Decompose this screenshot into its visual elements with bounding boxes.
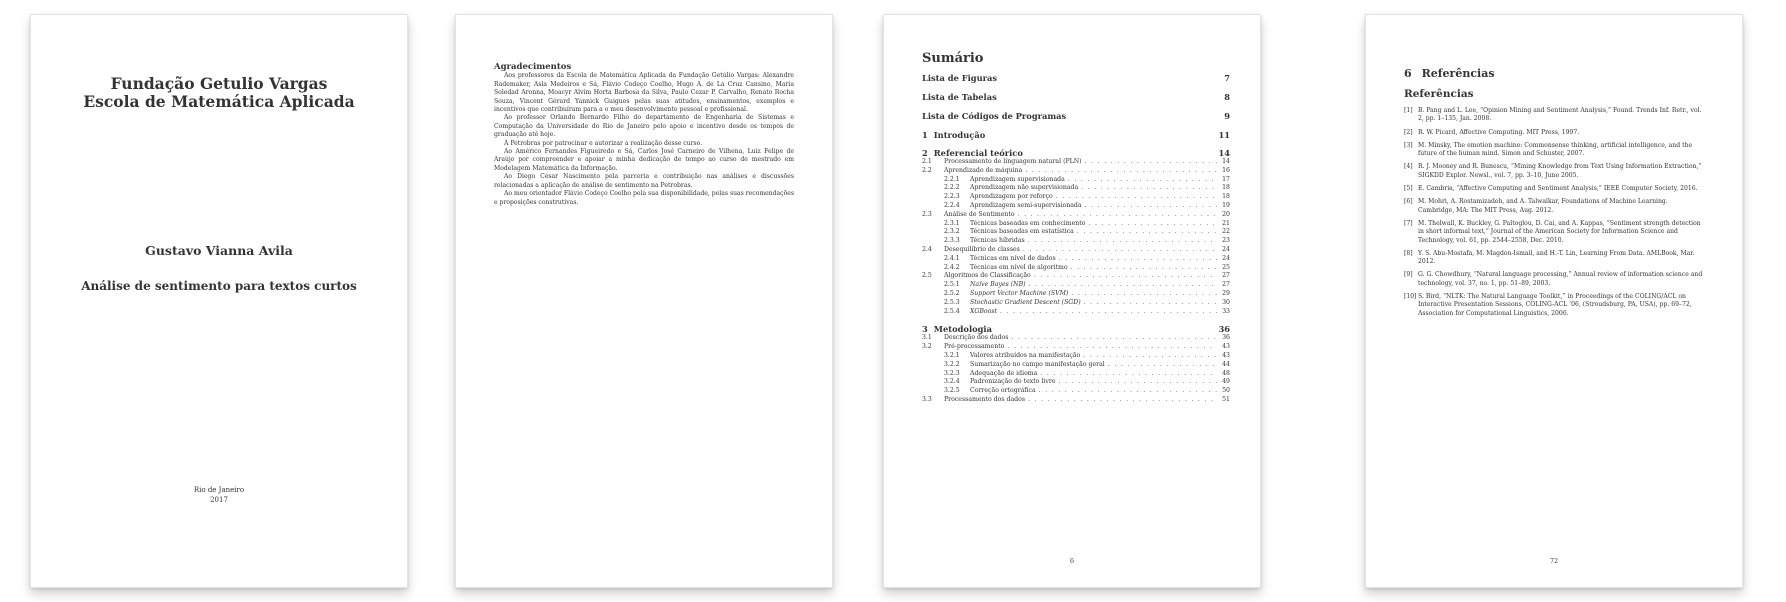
reference-item: [1404, 107, 1704, 124]
toc-entry-page: 9: [1224, 111, 1230, 121]
toc-entry-label: Adequação de idioma: [970, 369, 1038, 377]
toc-leader-dots: [1000, 308, 1217, 317]
toc-entry-page: 43: [1222, 351, 1230, 359]
chapter-title: Referências: [1421, 67, 1495, 80]
reference-number: [4]: [1404, 163, 1413, 171]
reference-text: E. Cambria, “Affective Computing and Sentiment Analysis,” IEEE Computer Society, 2016.: [1418, 185, 1698, 193]
toc-entry-page: 29: [1222, 289, 1230, 297]
toc-heading: Sumário: [922, 51, 984, 66]
toc-leader-dots: [1025, 167, 1217, 176]
toc-entry[interactable]: [922, 343, 1230, 352]
toc-entry-label: Técnicas baseadas em conhecimento: [970, 219, 1086, 227]
toc-entry[interactable]: [922, 396, 1230, 405]
reference-number: [8]: [1404, 249, 1413, 257]
reference-item: [1404, 142, 1704, 159]
toc-entry[interactable]: [922, 272, 1230, 281]
toc-leader-dots: [1039, 387, 1217, 396]
toc-chapter-label: Introdução: [933, 130, 986, 140]
toc-entry-page: 18: [1222, 193, 1230, 201]
toc-entry-number: 2.5.3: [944, 298, 960, 306]
toc-entry-label: XGBoost: [970, 307, 998, 315]
cover-city: Rio de Janeiro: [193, 486, 245, 494]
toc-entry[interactable]: [922, 211, 1230, 220]
ack-paragraph: Ao Américo Fernandes Figueiredo e Sá, Carlos José Carneiro de Vilhena, Luiz Felipe de Araújo por compreender e apoiar a minha dedicação de tempo ao curso de mestrado em Modelagem Matemática da Informação.: [494, 148, 794, 172]
toc-entry-label: Técnicas em nível de algoritmo: [970, 263, 1068, 271]
toc-entry-label: Processamento dos dados: [944, 395, 1026, 403]
toc-entry-page: 18: [1222, 184, 1230, 192]
toc-entry[interactable]: [922, 167, 1230, 176]
toc-chapter-page: 14: [1218, 148, 1230, 158]
reference-text: R. W. Picard, Affective Computing. MIT Press, 1997.: [1418, 128, 1580, 136]
toc-entry[interactable]: [922, 378, 1230, 387]
toc-chapter-row[interactable]: [922, 324, 1230, 334]
toc-entry[interactable]: [922, 299, 1230, 308]
toc-entry-label: Correção ortográfica: [970, 387, 1036, 395]
toc-leader-dots: [1071, 264, 1217, 273]
toc-entry-label: Técnicas baseadas em estatística: [970, 228, 1074, 236]
toc-entry-page: 16: [1222, 166, 1230, 174]
toc-leader-dots: [1089, 220, 1218, 229]
cover-place-date: [31, 485, 407, 505]
toc-entry-page: 48: [1222, 369, 1230, 377]
page-number: 72: [1549, 557, 1559, 565]
toc-leader-dots: [1028, 396, 1217, 405]
toc-entry-label: Aprendizagem não supervisionada: [970, 184, 1079, 192]
toc-entry-page: 27: [1222, 272, 1230, 280]
toc-lead-entry[interactable]: [922, 92, 1230, 102]
toc-entry[interactable]: [922, 246, 1230, 255]
toc-chapter-number: 1: [922, 130, 928, 140]
toc-chapters: [922, 130, 1230, 405]
toc-entry-number: 2.4: [922, 245, 932, 253]
toc-entry[interactable]: [922, 290, 1230, 299]
toc-entry-number: 2.5: [922, 272, 932, 280]
toc-entry-label: Pré-processamento: [944, 343, 1005, 351]
toc-entry-number: 2.5.1: [944, 281, 960, 289]
toc-entry-number: 2.4.2: [944, 263, 960, 271]
references-chapter-heading: [1404, 67, 1704, 80]
toc-entry-page: 7: [1224, 73, 1230, 83]
toc-lead-entry[interactable]: [922, 111, 1230, 121]
reference-number: [6]: [1404, 198, 1413, 206]
toc-entry[interactable]: [922, 255, 1230, 264]
toc-entry-page: 24: [1222, 254, 1230, 262]
toc-chapter-title: [922, 148, 1029, 158]
toc-chapter-row[interactable]: [922, 148, 1230, 158]
toc-entry-number: 2.2: [922, 166, 932, 174]
toc-entry-page: 27: [1222, 281, 1230, 289]
reference-number: [5]: [1404, 185, 1413, 193]
toc-leader-dots: [1056, 193, 1217, 202]
toc-entry-label: Stochastic Gradient Descent (SGD): [970, 298, 1081, 306]
toc-lead-entry[interactable]: [922, 73, 1230, 83]
toc-chapter: [922, 130, 1230, 140]
reference-text: R. J. Mooney and R. Bunescu, “Mining Knowledge from Text Using Information Extraction,” SIGKDD Explor. Newsl., vol. 7, pp. 3–10, June 2005.: [1418, 163, 1702, 179]
toc-entry-number: 3.2.4: [944, 378, 960, 386]
reference-text: Y. S. Abu-Mostafa, M. Magdon-Ismail, and H.-T. Lin, Learning From Data. AMLBook, Mar. 2012.: [1418, 249, 1695, 266]
toc-leader-dots: [1068, 176, 1217, 185]
table-of-contents: [922, 51, 1230, 405]
cover-title: Análise de sentimento para textos curtos: [81, 279, 357, 293]
toc-entry[interactable]: [922, 184, 1230, 193]
toc-entry[interactable]: [922, 361, 1230, 370]
toc-entry[interactable]: [922, 176, 1230, 185]
toc-leader-dots: [1040, 370, 1217, 379]
toc-entry-label: Análise de Sentimento: [944, 210, 1015, 218]
toc-lead-list: [922, 73, 1230, 121]
toc-leader-dots: [1085, 158, 1217, 167]
toc-entry-number: 2.3.3: [944, 237, 960, 245]
toc-chapter-number: 2: [922, 148, 928, 158]
reference-item: [1404, 129, 1704, 137]
toc-entry-label: Aprendizagem semi-supervisionada: [970, 201, 1082, 209]
reference-number: [3]: [1404, 141, 1413, 149]
toc-entry[interactable]: [922, 237, 1230, 246]
toc-leader-dots: [1059, 255, 1217, 264]
toc-entry-label: Aprendizagem supervisionada: [970, 175, 1065, 183]
toc-entry-number: 2.3.2: [944, 228, 960, 236]
toc-entry-number: 2.2.3: [944, 193, 960, 201]
toc-leader-dots: [1011, 334, 1217, 343]
toc-entry-number: 3.2: [922, 343, 932, 351]
toc-entry-page: 33: [1222, 307, 1230, 315]
toc-entry-page: 25: [1222, 263, 1230, 271]
toc-chapter-row[interactable]: [922, 130, 1230, 140]
toc-entry-label: Lista de Tabelas: [922, 92, 997, 102]
toc-entry-page: 19: [1222, 201, 1230, 209]
cover-author: Gustavo Vianna Avila: [145, 243, 293, 258]
toc-entry-label: Descrição dos dados: [944, 334, 1009, 342]
toc-entry-label: Naïve Bayes (NB): [970, 281, 1026, 289]
toc-leader-dots: [1028, 237, 1217, 246]
toc-entry[interactable]: [922, 334, 1230, 343]
acknowledgements-page: [455, 14, 833, 588]
toc-entry-number: 2.5.2: [944, 289, 960, 297]
reference-item: [1404, 250, 1704, 267]
toc-entry-label: Valores atribuídos na manifestação: [970, 351, 1081, 359]
toc-entry[interactable]: [922, 264, 1230, 273]
reference-text: S. Bird, “NLTK: The Natural Language Toolkit,” in Proceedings of the COLING/ACL on Interactive Presentation Sessions, COLING-ACL ’06, (Stroudsburg, PA, USA), pp. 69–72, Association for Computational Linguistics, 2006.: [1418, 293, 1692, 317]
toc-entry-page: 50: [1222, 387, 1230, 395]
ack-paragraph: Ao professor Orlando Bernardo Filho do departamento de Engenharia de Sistemas e Computação da Universidade do Rio de Janeiro pelo apoio e incentivo desde os tempos de graduação até hoje.: [494, 114, 794, 139]
reference-number: [9]: [1404, 271, 1413, 279]
toc-leader-dots: [1085, 202, 1217, 211]
toc-entry-label: Processamento de linguagem natural (PLN): [944, 158, 1082, 165]
toc-entry-page: 30: [1222, 298, 1230, 306]
toc-leader-dots: [1029, 281, 1217, 290]
toc-entry-page: 14: [1222, 158, 1230, 165]
toc-entry-page: 22: [1222, 228, 1230, 236]
ack-paragraph: Aos professores da Escola de Matemática Aplicada da Fundação Getúlio Vargas: Alexandre Rademaker, Asla Medeiros e Sá, Flávio Codeço Coelho, Hugo A. de La Cruz Cansino, Maria Soledad Aronna, Moacyr Alvim Horta Barbosa da Silva, Paulo Cezar P. Carvalho, Renato Rocha Souza, Vincent Gérard Yannick Guigues pelas suas atitudes, ensinamentos, exemplos e incentivos que contribuíram para a o meu desenvolvimento pessoal e profissional.: [494, 72, 794, 114]
toc-entry-page: 20: [1222, 210, 1230, 218]
acknowledgements-body: [494, 63, 794, 207]
reference-item: [1404, 220, 1704, 245]
toc-entry-number: 3.2.3: [944, 369, 960, 377]
toc-chapter-label: Metodologia: [933, 324, 992, 335]
toc-entry[interactable]: [922, 387, 1230, 396]
toc-entry[interactable]: [922, 308, 1230, 317]
toc-leader-dots: [1023, 246, 1217, 255]
toc-entry-label: Aprendizagem por reforço: [970, 193, 1053, 201]
reference-text: M. Thelwall, K. Buckley, G. Paltoglou, D. Cai, and A. Kappas, “Sentiment strength detection in short informal text,” Journal of the American Society for Information Science and Technology, vol. 61, pp. 2544–2558, Dec. 2010.: [1418, 219, 1701, 244]
references-heading: Referências: [1404, 88, 1474, 100]
reference-text: B. Pang and L. Lee, “Opinion Mining and Sentiment Analysis,” Found. Trends Inf. Retr., vol. 2, pp. 1–135, Jan. 2008.: [1418, 107, 1702, 123]
reference-list: [1404, 107, 1704, 318]
cover-year: 2017: [210, 496, 228, 504]
toc-leader-dots: [1084, 299, 1217, 308]
toc-chapter-number: 3: [922, 324, 928, 335]
reference-item: [1404, 163, 1704, 180]
ack-paragraph: À Petrobras por patrocinar e autorizar a realização desse curso.: [504, 139, 703, 147]
toc-entry-label: Desequilíbrio de classes: [944, 245, 1020, 253]
toc-leader-dots: [1059, 378, 1217, 387]
toc-page: [883, 14, 1261, 588]
toc-entry-number: 2.3.1: [944, 219, 960, 227]
toc-entry-page: 8: [1224, 92, 1230, 102]
toc-entry-page: 17: [1222, 175, 1230, 183]
toc-leader-dots: [1034, 272, 1217, 281]
reference-number: [10]: [1404, 293, 1417, 301]
toc-entry-label: Aprendizado de máquina: [944, 166, 1023, 174]
toc-entry-label: Sumarização no campo manifestação geral: [970, 360, 1105, 368]
toc-entry-number: 2.3: [922, 210, 932, 218]
toc-chapter-title: [922, 130, 991, 140]
reference-number: [2]: [1404, 128, 1413, 136]
toc-entry-number: 2.2.4: [944, 201, 960, 209]
reference-item: [1404, 185, 1704, 193]
toc-entry-number: 3.2.1: [944, 351, 960, 359]
toc-chapter-title: [922, 324, 998, 334]
toc-entry-page: 49: [1222, 378, 1230, 386]
toc-entry-label: Lista de Figuras: [922, 73, 998, 83]
toc-entry[interactable]: [922, 220, 1230, 229]
reference-item: [1404, 271, 1704, 288]
page-number: 6: [1069, 557, 1075, 565]
toc-leader-dots: [1018, 211, 1217, 220]
toc-leader-dots: [1108, 361, 1217, 370]
toc-entry-page: 51: [1222, 395, 1230, 403]
ack-paragraph: Ao Diego César Nascimento pela parceria e contribuição nas análises e discussões relacionadas a aplicação de análise de sentimento na Petrobras.: [494, 173, 794, 189]
toc-entry[interactable]: [922, 281, 1230, 290]
ack-paragraph: Ao meu orientador Flávio Codeço Coelho pela sua disponibilidade, pelas suas recomendações e proposições construtivas.: [494, 190, 794, 206]
toc-leader-dots: [1077, 228, 1217, 237]
references-section: [1404, 67, 1704, 323]
toc-chapter-label: Referencial teórico: [933, 148, 1023, 158]
toc-entry-label: Support Vector Machine (SVM): [970, 289, 1069, 297]
reference-number: [1]: [1404, 107, 1413, 114]
toc-entry-page: 44: [1222, 360, 1230, 368]
toc-entry[interactable]: [922, 158, 1230, 167]
cover-institution: [31, 75, 407, 111]
toc-chapter: [922, 148, 1230, 316]
toc-chapter-page: 36: [1218, 324, 1230, 335]
toc-leader-dots: [1081, 184, 1217, 193]
toc-entry-page: 36: [1222, 334, 1230, 342]
toc-chapter: [922, 324, 1230, 404]
toc-entry-label: Lista de Códigos de Programas: [922, 111, 1067, 121]
toc-entry-page: 21: [1222, 219, 1230, 227]
reference-number: [7]: [1404, 219, 1413, 227]
toc-entry-page: 43: [1222, 343, 1230, 351]
acknowledgements-heading: Agradecimentos: [494, 62, 572, 72]
institution-line-1: Fundação Getulio Vargas: [110, 74, 328, 93]
institution-line-2: Escola de Matemática Aplicada: [83, 92, 355, 111]
chapter-number: 6: [1404, 67, 1412, 80]
toc-entry-label: Técnicas híbridas: [970, 237, 1025, 245]
toc-entry-page: 23: [1222, 237, 1230, 245]
toc-entry[interactable]: [922, 228, 1230, 237]
toc-entry-number: 2.2.2: [944, 184, 960, 192]
cover-page: [30, 14, 408, 588]
toc-entry[interactable]: [922, 352, 1230, 361]
reference-text: M. Minsky, The emotion machine: Commonsense thinking, artificial intelligence, and the future of the human mind. Simon and Schuster, 2007.: [1418, 141, 1693, 158]
toc-entry-number: 2.2.1: [944, 175, 960, 183]
toc-entry-number: 3.2.5: [944, 387, 960, 395]
toc-entry-number: 2.5.4: [944, 307, 960, 315]
toc-entry[interactable]: [922, 193, 1230, 202]
toc-entry-label: Algoritmos de Classificação: [944, 272, 1031, 280]
toc-leader-dots: [1071, 290, 1217, 299]
toc-entry-label: Padronização do texto livre: [970, 378, 1056, 386]
toc-entry-number: 2.1: [922, 158, 932, 165]
reference-text: M. Mohri, A. Rostamizadeh, and A. Talwalkar, Foundations of Machine Learning. Cambridge, MA: The MIT Press, Aug. 2012.: [1418, 198, 1668, 214]
reference-text: G. G. Chowdhury, “Natural language processing,” Annual review of information science and technology, vol. 37, no. 1, pp. 51–89, 2003.: [1418, 271, 1703, 287]
toc-entry-number: 3.2.2: [944, 360, 960, 368]
toc-entry-number: 3.1: [922, 334, 932, 342]
toc-chapter-page: 11: [1218, 130, 1230, 140]
toc-entry-label: Técnicas em nível de dados: [970, 254, 1056, 262]
reference-item: [1404, 293, 1704, 318]
toc-entry[interactable]: [922, 370, 1230, 379]
toc-entry-number: 3.3: [922, 395, 932, 403]
toc-leader-dots: [1007, 343, 1217, 352]
toc-leader-dots: [1083, 352, 1217, 361]
reference-item: [1404, 198, 1704, 215]
references-page: [1365, 14, 1743, 588]
toc-entry[interactable]: [922, 202, 1230, 211]
toc-entry-page: 24: [1222, 245, 1230, 253]
toc-entry-number: 2.4.1: [944, 254, 960, 262]
